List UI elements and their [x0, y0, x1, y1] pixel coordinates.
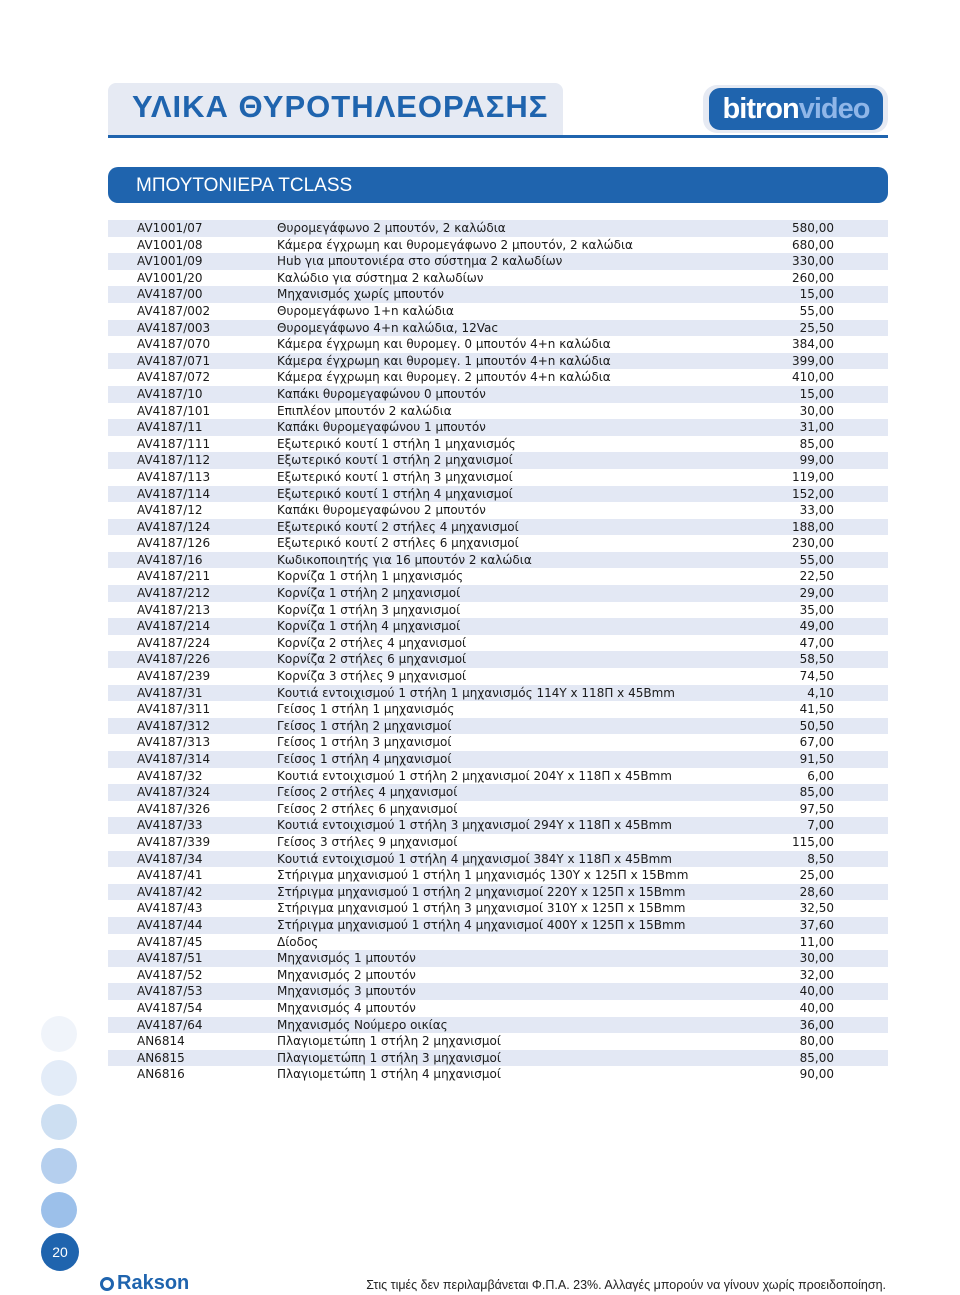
- product-description: Καπάκι θυρομεγαφώνου 2 μπουτόν: [277, 503, 486, 518]
- product-code: AV4187/114: [137, 486, 211, 501]
- product-price: 115,00: [792, 834, 834, 849]
- product-price: 40,00: [799, 984, 834, 999]
- product-code: AV4187/43: [137, 901, 203, 916]
- rakson-logo-icon: [100, 1277, 114, 1291]
- product-code: AV4187/213: [137, 602, 211, 617]
- product-price: 36,00: [799, 1017, 834, 1032]
- product-code: AV4187/211: [137, 569, 211, 584]
- product-code: AV4187/326: [137, 801, 211, 816]
- rakson-logo: [100, 1272, 189, 1295]
- table-row: [108, 635, 888, 652]
- table-row: [108, 419, 888, 436]
- price-table: [108, 220, 888, 1083]
- product-description: Μηχανισμός 3 μπουτόν: [277, 984, 416, 999]
- brand-logo-part2: video: [798, 93, 870, 125]
- table-row: [108, 851, 888, 868]
- table-row: [108, 1033, 888, 1050]
- product-description: Κορνίζα 1 στήλη 2 μηχανισμοί: [277, 586, 461, 601]
- product-description: Στήριγμα μηχανισμού 1 στήλη 2 μηχανισμοί 220Y x 125Π x 15Βmm: [277, 884, 686, 899]
- product-price: 15,00: [799, 386, 834, 401]
- product-price: 119,00: [792, 469, 834, 484]
- product-price: 58,50: [799, 652, 834, 667]
- product-price: 80,00: [799, 1034, 834, 1049]
- product-code: AV4187/070: [137, 337, 211, 352]
- product-price: 4,10: [807, 685, 834, 700]
- product-price: 188,00: [792, 519, 834, 534]
- table-row: [108, 502, 888, 519]
- product-price: 29,00: [799, 586, 834, 601]
- product-description: Κουτιά εντοιχισμού 1 στήλη 2 μηχανισμοί 204Y x 118Π x 45Βmm: [277, 768, 672, 783]
- title-divider: [108, 135, 888, 138]
- table-row: [108, 867, 888, 884]
- table-row: [108, 801, 888, 818]
- product-code: AV1001/08: [137, 237, 203, 252]
- table-row: [108, 353, 888, 370]
- product-description: Κάμερα έγχρωμη και θυρομεγ. 1 μπουτόν 4+n καλώδια: [277, 353, 611, 368]
- product-description: Εξωτερικό κουτί 2 στήλες 6 μηχανισμοί: [277, 536, 519, 551]
- product-description: Εξωτερικό κουτί 2 στήλες 4 μηχανισμοί: [277, 519, 519, 534]
- product-price: 330,00: [792, 254, 834, 269]
- product-price: 28,60: [799, 884, 834, 899]
- product-code: AV4187/112: [137, 453, 211, 468]
- table-row: [108, 950, 888, 967]
- product-price: 85,00: [799, 785, 834, 800]
- product-code: AV4187/002: [137, 303, 211, 318]
- product-description: Στήριγμα μηχανισμού 1 στήλη 3 μηχανισμοί 310Y x 125Π x 15Βmm: [277, 901, 686, 916]
- product-code: AV4187/311: [137, 702, 211, 717]
- brand-logo: [709, 88, 883, 130]
- product-description: Γείσος 3 στήλες 9 μηχανισμοί: [277, 834, 458, 849]
- decorative-dot: [41, 1060, 77, 1096]
- product-price: 50,50: [799, 718, 834, 733]
- table-row: [108, 270, 888, 287]
- table-row: [108, 220, 888, 237]
- product-description: Καπάκι θυρομεγαφώνου 1 μπουτόν: [277, 420, 486, 435]
- decorative-dot: [41, 1016, 77, 1052]
- product-code: AV4187/111: [137, 436, 211, 451]
- product-price: 35,00: [799, 602, 834, 617]
- table-row: [108, 884, 888, 901]
- product-description: Κουτιά εντοιχισμού 1 στήλη 3 μηχανισμοί 294Y x 118Π x 45Βmm: [277, 818, 672, 833]
- table-row: [108, 934, 888, 951]
- product-description: Εξωτερικό κουτί 1 στήλη 2 μηχανισμοί: [277, 453, 513, 468]
- product-price: 25,50: [799, 320, 834, 335]
- product-code: AV4187/53: [137, 984, 203, 999]
- product-price: 67,00: [799, 735, 834, 750]
- product-code: AV4187/126: [137, 536, 211, 551]
- product-code: AV4187/071: [137, 353, 211, 368]
- table-row: [108, 967, 888, 984]
- table-row: [108, 253, 888, 270]
- product-price: 47,00: [799, 635, 834, 650]
- product-price: 260,00: [792, 270, 834, 285]
- product-description: Θυρομεγάφωνο 4+n καλώδια, 12Vac: [277, 320, 498, 335]
- product-code: AV4187/44: [137, 917, 203, 932]
- table-row: [108, 834, 888, 851]
- table-row: [108, 900, 888, 917]
- rakson-logo-text: Rakson: [117, 1272, 190, 1294]
- product-price: 30,00: [799, 951, 834, 966]
- table-row: [108, 585, 888, 602]
- decorative-dot: [41, 1104, 77, 1140]
- table-row: [108, 618, 888, 635]
- product-description: Στήριγμα μηχανισμού 1 στήλη 1 μηχανισμός 130Y x 125Π x 15Βmm: [277, 868, 689, 883]
- product-price: 8,50: [807, 851, 834, 866]
- product-price: 91,50: [799, 752, 834, 766]
- table-row: [108, 452, 888, 469]
- table-row: [108, 286, 888, 303]
- table-row: [108, 651, 888, 668]
- product-description: Γείσος 1 στήλη 1 μηχανισμός: [277, 702, 455, 717]
- table-row: [108, 734, 888, 751]
- table-row: [108, 784, 888, 801]
- product-description: Θυρομεγάφωνο 2 μπουτόν, 2 καλώδια: [277, 221, 506, 235]
- product-code: AV4187/42: [137, 884, 203, 899]
- product-description: Πλαγιομετώπη 1 στήλη 3 μηχανισμοί: [277, 1050, 501, 1065]
- product-price: 152,00: [792, 486, 834, 501]
- product-code: AV4187/212: [137, 586, 211, 601]
- table-row: [108, 602, 888, 619]
- product-code: AV4187/10: [137, 386, 203, 401]
- product-description: Κουτιά εντοιχισμού 1 στήλη 4 μηχανισμοί 384Y x 118Π x 45Βmm: [277, 851, 672, 866]
- decorative-dot: [41, 1148, 77, 1184]
- product-price: 55,00: [799, 303, 834, 318]
- product-description: Κάμερα έγχρωμη και θυρομεγ. 0 μπουτόν 4+n καλώδια: [277, 337, 611, 352]
- product-description: Μηχανισμός 4 μπουτόν: [277, 1000, 416, 1015]
- product-price: 15,00: [799, 287, 834, 302]
- product-code: AV4187/239: [137, 669, 211, 684]
- table-row: [108, 751, 888, 768]
- product-description: Μηχανισμός Νούμερο οικίας: [277, 1017, 448, 1032]
- product-code: AV4187/00: [137, 287, 203, 302]
- table-row: [108, 519, 888, 536]
- product-price: 74,50: [799, 669, 834, 684]
- product-price: 11,00: [799, 934, 834, 949]
- product-price: 90,00: [799, 1067, 834, 1082]
- product-description: Πλαγιομετώπη 1 στήλη 4 μηχανισμοί: [277, 1067, 501, 1082]
- product-code: AV4187/33: [137, 818, 203, 833]
- product-code: AN6816: [137, 1067, 185, 1082]
- product-code: AN6814: [137, 1034, 185, 1049]
- table-row: [108, 320, 888, 337]
- product-price: 55,00: [799, 552, 834, 567]
- brand-logo-part1: bitron: [722, 93, 799, 125]
- table-row: [108, 386, 888, 403]
- product-code: AV4187/314: [137, 752, 211, 766]
- table-row: [108, 983, 888, 1000]
- product-price: 25,00: [799, 868, 834, 883]
- product-description: Κορνίζα 2 στήλες 6 μηχανισμοί: [277, 652, 467, 667]
- page-number: 20: [41, 1233, 79, 1271]
- table-row: [108, 685, 888, 702]
- product-price: 410,00: [792, 370, 834, 385]
- product-code: AV4187/101: [137, 403, 211, 418]
- table-row: [108, 1050, 888, 1067]
- product-description: Εξωτερικό κουτί 1 στήλη 3 μηχανισμοί: [277, 469, 513, 484]
- product-description: Μηχανισμός χωρίς μπουτόν: [277, 287, 444, 302]
- product-description: Κορνίζα 2 στήλες 4 μηχανισμοί: [277, 635, 467, 650]
- product-description: Κωδικοποιητής για 16 μπουτόν 2 καλώδια: [277, 552, 532, 567]
- product-code: AV4187/11: [137, 420, 203, 435]
- page-title: ΥΛΙΚΑ ΘΥΡΟΤΗΛΕΟΡΑΣΗΣ: [132, 89, 549, 124]
- product-code: AV4187/324: [137, 785, 211, 800]
- table-row: [108, 917, 888, 934]
- product-description: Κορνίζα 3 στήλες 9 μηχανισμοί: [277, 669, 467, 684]
- product-price: 7,00: [807, 818, 834, 833]
- product-price: 32,50: [799, 901, 834, 916]
- product-description: Γείσος 1 στήλη 4 μηχανισμοί: [277, 752, 452, 766]
- product-code: AV4187/072: [137, 370, 211, 385]
- product-code: AV1001/09: [137, 254, 203, 269]
- table-row: [108, 552, 888, 569]
- product-code: AV4187/124: [137, 519, 211, 534]
- table-row: [108, 768, 888, 785]
- product-code: AV4187/16: [137, 552, 203, 567]
- table-row: [108, 718, 888, 735]
- product-code: AV4187/339: [137, 834, 211, 849]
- table-row: [108, 237, 888, 254]
- product-price: 41,50: [799, 702, 834, 717]
- product-description: Κάμερα έγχρωμη και θυρομεγ. 2 μπουτόν 4+n καλώδια: [277, 370, 611, 385]
- table-row: [108, 535, 888, 552]
- decorative-dot: [41, 1192, 77, 1228]
- product-price: 37,60: [799, 917, 834, 932]
- product-code: AV4187/12: [137, 503, 203, 518]
- table-row: [108, 436, 888, 453]
- product-price: 85,00: [799, 1050, 834, 1065]
- product-price: 230,00: [792, 536, 834, 551]
- product-price: 49,00: [799, 619, 834, 634]
- product-description: Στήριγμα μηχανισμού 1 στήλη 4 μηχανισμοί 400Y x 125Π x 15Βmm: [277, 917, 686, 932]
- product-description: Μηχανισμός 2 μπουτόν: [277, 967, 416, 982]
- product-code: AV4187/32: [137, 768, 203, 783]
- product-description: Δίοδος: [277, 934, 319, 949]
- product-description: Κορνίζα 1 στήλη 3 μηχανισμοί: [277, 602, 461, 617]
- product-description: Εξωτερικό κουτί 1 στήλη 1 μηχανισμός: [277, 436, 516, 451]
- table-row: [108, 303, 888, 320]
- product-code: AV4187/113: [137, 469, 211, 484]
- product-code: AV4187/214: [137, 619, 211, 634]
- product-price: 33,00: [799, 503, 834, 518]
- table-row: [108, 403, 888, 420]
- product-code: AV1001/07: [137, 221, 203, 235]
- table-row: [108, 336, 888, 353]
- product-price: 30,00: [799, 403, 834, 418]
- product-code: AV4187/313: [137, 735, 211, 750]
- product-price: 680,00: [792, 237, 834, 252]
- product-description: Γείσος 2 στήλες 4 μηχανισμοί: [277, 785, 458, 800]
- product-code: AV4187/31: [137, 685, 203, 700]
- product-description: Καπάκι θυρομεγαφώνου 0 μπουτόν: [277, 386, 486, 401]
- product-description: Γείσος 1 στήλη 2 μηχανισμοί: [277, 718, 452, 733]
- table-row: [108, 486, 888, 503]
- product-description: Πλαγιομετώπη 1 στήλη 2 μηχανισμοί: [277, 1034, 501, 1049]
- product-code: AV4187/34: [137, 851, 203, 866]
- product-price: 32,00: [799, 967, 834, 982]
- product-description: Hub για μπουτονιέρα στο σύστημα 2 καλωδίων: [277, 254, 563, 269]
- product-description: Επιπλέον μπουτόν 2 καλώδια: [277, 403, 452, 418]
- product-description: Κορνίζα 1 στήλη 1 μηχανισμός: [277, 569, 464, 584]
- product-price: 97,50: [799, 801, 834, 816]
- product-price: 22,50: [799, 569, 834, 584]
- product-code: AV4187/312: [137, 718, 211, 733]
- table-row: [108, 469, 888, 486]
- table-row: [108, 568, 888, 585]
- product-code: AN6815: [137, 1050, 185, 1065]
- product-description: Κουτιά εντοιχισμού 1 στήλη 1 μηχανισμός 114Y x 118Π x 45Βmm: [277, 685, 675, 700]
- product-description: Κάμερα έγχρωμη και θυρομεγάφωνο 2 μπουτόν, 2 καλώδια: [277, 237, 633, 252]
- table-row: [108, 668, 888, 685]
- product-description: Μηχανισμός 1 μπουτόν: [277, 951, 416, 966]
- product-code: AV4187/41: [137, 868, 203, 883]
- table-row: [108, 1017, 888, 1034]
- table-row: [108, 1066, 888, 1083]
- product-price: 99,00: [799, 453, 834, 468]
- product-description: Εξωτερικό κουτί 1 στήλη 4 μηχανισμοί: [277, 486, 513, 501]
- product-code: AV4187/003: [137, 320, 211, 335]
- product-price: 384,00: [792, 337, 834, 352]
- product-code: AV4187/226: [137, 652, 211, 667]
- product-code: AV4187/54: [137, 1000, 203, 1015]
- product-code: AV4187/224: [137, 635, 211, 650]
- product-code: AV4187/45: [137, 934, 203, 949]
- table-row: [108, 817, 888, 834]
- product-description: Θυρομεγάφωνο 1+n καλώδια: [277, 303, 454, 318]
- table-row: [108, 369, 888, 386]
- product-price: 399,00: [792, 353, 834, 368]
- product-description: Κορνίζα 1 στήλη 4 μηχανισμοί: [277, 619, 461, 634]
- product-price: 85,00: [799, 436, 834, 451]
- product-code: AV4187/52: [137, 967, 203, 982]
- product-price: 31,00: [799, 420, 834, 435]
- product-price: 580,00: [792, 221, 834, 235]
- product-description: Γείσος 1 στήλη 3 μηχανισμοί: [277, 735, 452, 750]
- product-description: Γείσος 2 στήλες 6 μηχανισμοί: [277, 801, 458, 816]
- section-title: ΜΠΟΥΤΟΝΙΕΡΑ TCLASS: [136, 175, 353, 196]
- table-row: [108, 701, 888, 718]
- product-code: AV1001/20: [137, 270, 203, 285]
- table-row: [108, 1000, 888, 1017]
- product-code: AV4187/64: [137, 1017, 203, 1032]
- product-code: AV4187/51: [137, 951, 203, 966]
- product-price: 6,00: [807, 768, 834, 783]
- product-price: 40,00: [799, 1000, 834, 1015]
- footer-disclaimer: Στις τιμές δεν περιλαμβάνεται Φ.Π.Α. 23%. Αλλαγές μπορούν να γίνουν χωρίς προειδοποίηση.: [366, 1278, 886, 1292]
- product-description: Καλώδιο για σύστημα 2 καλωδίων: [277, 270, 484, 285]
